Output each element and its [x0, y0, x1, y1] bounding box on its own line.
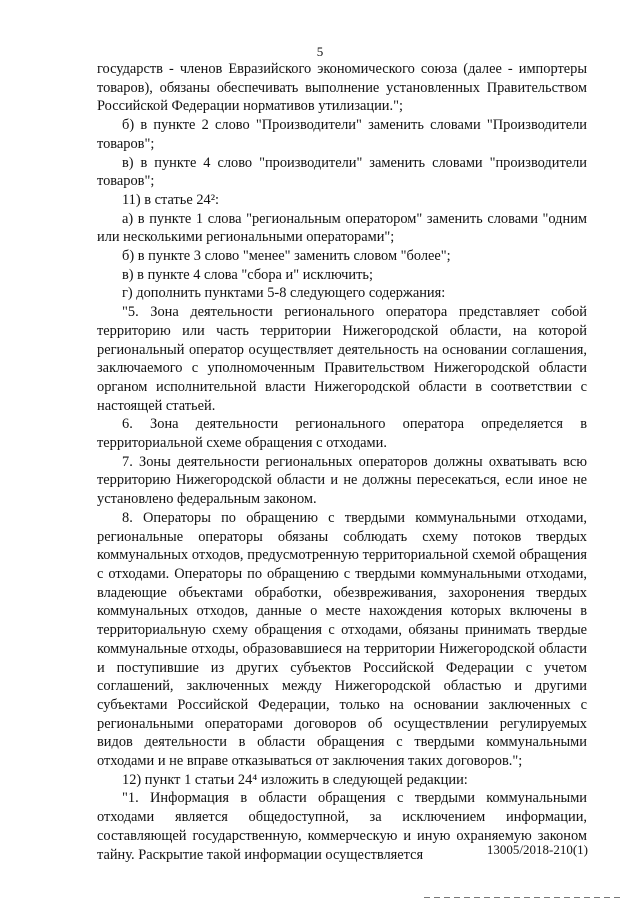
paragraph-item-g-add-points: г) дополнить пунктами 5-8 следующего содержания:	[122, 285, 446, 302]
paragraph-item-v-point-4-exclude: в) в пункте 4 слова "сбора и" исключить;	[122, 266, 373, 283]
paragraph-point-8: 8. Операторы по обращению с твердыми коммунальными отходами, региональные операторы обязаны соблюдать схему потоков твердых коммунальных отходов, предусмотренную территориальной схемой обращения с отходами. Операторы по обращению с твердыми коммунальными отходами, владеющие объектами обработки, обезвреживания, захоронения твердых коммунальных отходов, данные о месте нахождения которых включены в территориальную схему обращения с отходами, обязаны принимать твердые коммунальные отходы, образовавшиеся на территории Нижегородской области и поступившие из других субъектов Российской Федерации с учетом соглашений, заключенных между Нижегородской областью и другими субъектами Российской Федерации, только на основании заключенных с региональными операторами договоров об осуществлении регулируемых видов деятельности в области обращения с твердыми коммунальными отходами и не вправе отказываться от заключения таких договоров.";	[97, 509, 587, 770]
document-code: 13005/2018-210(1)	[486, 842, 588, 857]
scan-artifact-line	[424, 897, 624, 898]
paragraph-item-a-point-1: а) в пункте 1 слова "региональным оператором" заменить словами "одним или несколькими региональными операторами";	[97, 210, 587, 246]
paragraph-item-b-point-3: б) в пункте 3 слово "менее" заменить словом "более";	[122, 248, 451, 265]
paragraph-point-7: 7. Зоны деятельности региональных операторов должны охватывать всю территорию Нижегородской области и не должны пересекаться, если иное не установлено федеральным законом.	[97, 453, 587, 508]
paragraph-importers-continuation: государств - членов Евразийского экономического союза (далее - импортеры товаров), обязаны обеспечивать выполнение установленных Правительством Российской Федерации нормативов утилизации.";	[97, 61, 587, 115]
paragraph-item-11-article: 11) в статье 24²:	[122, 191, 220, 208]
document-body	[97, 60, 587, 864]
page-number: 5	[316, 44, 324, 59]
paragraph-point-6: 6. Зона деятельности регионального оператора определяется в территориальной схеме обращения с отходами.	[97, 416, 587, 452]
paragraph-item-b-point-2: б) в пункте 2 слово "Производители" заменить словами "Производители товаров";	[97, 117, 587, 152]
paragraph-new-point-1: "1. Информация в области обращения с твердыми коммунальными отходами является общедоступной, за исключением информации, составляющей государственную, коммерческую и иную охраняемую законом тайну. Раскрытие такой информации осуществляется	[97, 790, 587, 863]
paragraph-item-v-point-4: в) в пункте 4 слово "производители" заменить словами "производители товаров";	[97, 154, 587, 190]
paragraph-item-12: 12) пункт 1 статьи 24⁴ изложить в следующей редакции:	[122, 771, 468, 788]
paragraph-point-5: "5. Зона деятельности регионального оператора представляет собой территорию или часть территории Нижегородской области, на которой региональный оператор осуществляет деятельность на основании соглашения, заключаемого с уполномоченным Правительством Нижегородской области органом исполнительной власти Нижегородской области в соответствии с настоящей статьей.	[97, 304, 587, 414]
